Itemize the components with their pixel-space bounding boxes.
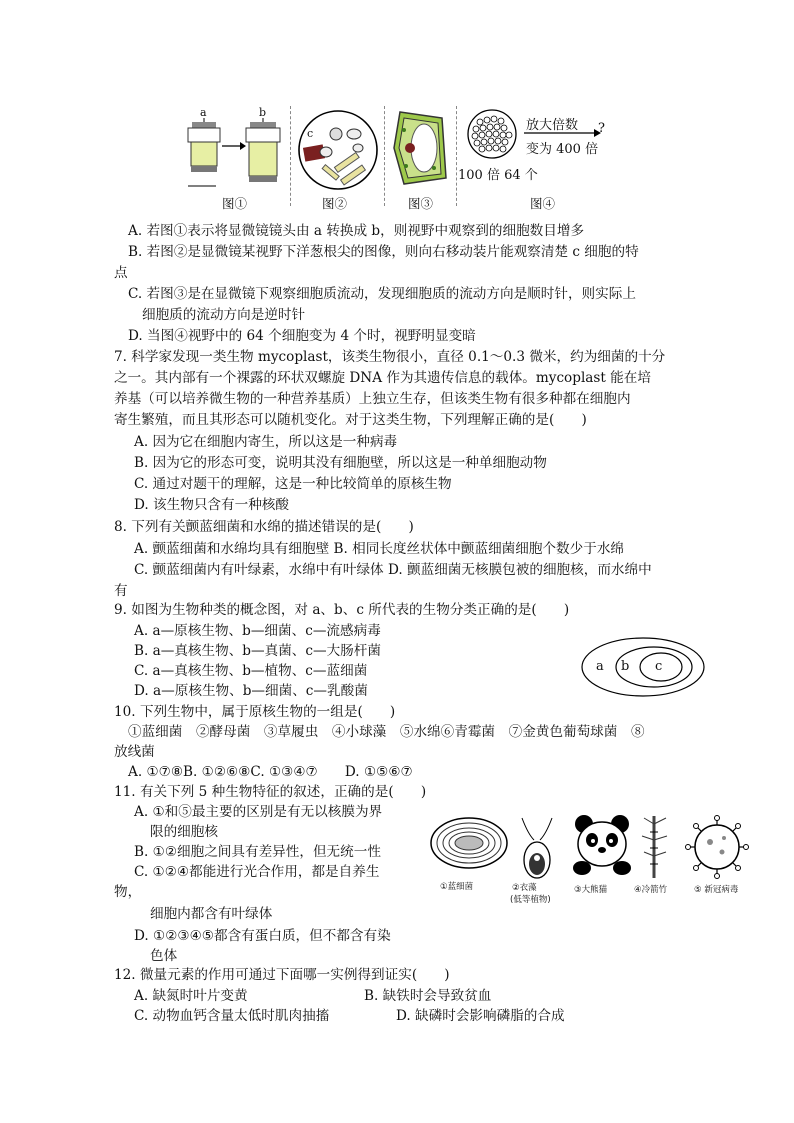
organism-list: ①蓝细菌 ②酵母菌 ③草履虫 ④小球藻 ⑤水绵⑥青霉菌 ⑦金黄色葡萄球菌 ⑧ xyxy=(128,724,645,740)
figure-3-caption: 图③ xyxy=(408,196,434,211)
diagram-label-c: c xyxy=(655,659,663,674)
question-stem: 7. 科学家发现一类生物 mycoplast，该类生物很小，直径 0.1～0.3 微米，约为细菌的十分 xyxy=(114,349,666,365)
options-c-d: C. 颤蓝细菌内有叶绿素，水绵中有叶绿体 D. 颤蓝细菌无核膜包被的细胞核，而水绵中 xyxy=(134,562,652,578)
lens-a-label: a xyxy=(200,106,207,119)
divider xyxy=(290,106,291,206)
coronavirus-illustration xyxy=(684,814,750,880)
figure-1-caption: 图① xyxy=(222,196,248,211)
arrow-bottom-text: 变为 400 倍 xyxy=(526,142,599,157)
cell-c-label: c xyxy=(307,127,314,140)
option-a: A. a—原核生物、b—细菌、c—流感病毒 xyxy=(134,623,381,639)
divider xyxy=(384,106,385,206)
label-bamboo: ④冷箭竹 xyxy=(634,885,668,895)
label-cyanobacteria: ①蓝细菌 xyxy=(440,882,474,892)
option-c-cont: 细胞质的流动方向是逆时针 xyxy=(142,307,306,323)
option-b-cont: 点 xyxy=(114,265,128,281)
cyanobacteria-illustration xyxy=(428,812,510,874)
option-a: A. ①和⑤最主要的区别是有无以核膜为界 xyxy=(134,804,383,820)
question-stem: 9. 如图为生物种类的概念图，对 a、b、c 所代表的生物分类正确的是( ) xyxy=(114,602,570,618)
option-b: B. ①②细胞之间具有差异性，但无统一性 xyxy=(134,844,381,860)
options-a-b: A. 颤蓝细菌和水绵均具有细胞壁 B. 相同长度丝状体中颤蓝细菌细胞个数少于水绵 xyxy=(134,541,625,557)
figure-3-plant-cell xyxy=(390,108,450,188)
option-d: D. a—原核生物、b—细菌、c—乳酸菌 xyxy=(134,683,368,699)
giant-panda-illustration xyxy=(570,812,634,876)
option-b: B. a—真核生物、b—真菌、c—大肠杆菌 xyxy=(134,643,381,659)
question-mark: ? xyxy=(598,121,605,136)
option-a: A. 若图①表示将显微镜镜头由 a 转换成 b，则视野中观察到的细胞数目增多 xyxy=(128,223,585,239)
option-d: D. 当图④视野中的 64 个细胞变为 4 个时，视野明显变暗 xyxy=(128,328,476,344)
diagram-label-b: b xyxy=(621,659,630,674)
arrow-top-text: 放大倍数 xyxy=(526,118,579,133)
lens-b-label: b xyxy=(259,106,267,119)
option-c: C. 若图③是在显微镜下观察细胞质流动，发现细胞质的流动方向是顺时针，则实际上 xyxy=(128,286,636,302)
label-panda: ③大熊猫 xyxy=(574,885,608,895)
question-stem: 养基（可以培养微生物的一种营养基质）上独立生存，但该类生物有很多种都在细胞内 xyxy=(114,391,631,407)
option-d: D. 缺磷时会影响磷脂的合成 xyxy=(396,1008,565,1024)
option-c: C. ①②④都能进行光合作用，都是自养生 xyxy=(134,864,380,880)
option-b: B. 若图②是显微镜某视野下洋葱根尖的图像，则向右移动装片能观察清楚 c 细胞的特 xyxy=(128,244,639,260)
options-c-d-cont: 有 xyxy=(114,583,128,599)
label-chlamydomonas: ②衣藻 xyxy=(512,883,537,893)
divider xyxy=(456,106,457,206)
option-d: D. ①②③④⑤都含有蛋白质，但不都含有染 xyxy=(134,928,391,944)
bamboo-illustration xyxy=(640,812,670,882)
cell-count-note: 100 倍 64 个 xyxy=(458,168,538,183)
question-stem: 之一。其内部有一个裸露的环状双螺旋 DNA 作为其遗传信息的载体。mycoplast 能在培 xyxy=(114,370,651,386)
diagram-label-a: a xyxy=(596,659,604,674)
label-coronavirus: ⑤ 新冠病毒 xyxy=(694,885,739,895)
question-stem: 11. 有关下列 5 种生物特征的叙述，正确的是( ) xyxy=(114,784,427,800)
question-stem: 10. 下列生物中，属于原核生物的一组是( ) xyxy=(114,704,396,720)
option-a: A. 缺氮时叶片变黄 xyxy=(134,988,248,1004)
figure-2-root-tip-cells xyxy=(296,108,380,192)
option-a: A. 因为它在细胞内寄生，所以这是一种病毒 xyxy=(134,434,398,450)
option-b: B. 因为它的形态可变，说明其没有细胞壁，所以这是一种单细胞动物 xyxy=(134,455,547,471)
option-d-cont: 色体 xyxy=(150,948,178,964)
option-c: C. a—真核生物、b—植物、c—蓝细菌 xyxy=(134,663,368,679)
option-c: C. 通过对题干的理解，这是一种比较简单的原核生物 xyxy=(134,476,452,492)
label-chlamydomonas-note: (低等植物) xyxy=(510,895,551,905)
figure-1-microscope-lenses xyxy=(180,100,290,195)
figure-2-caption: 图② xyxy=(322,196,348,211)
options: A. ①⑦⑧B. ①②⑥⑧C. ①③④⑦ D. ①⑤⑥⑦ xyxy=(128,764,413,780)
arrow-right-icon xyxy=(522,128,602,138)
chlamydomonas-illustration xyxy=(512,814,562,880)
question-stem: 12. 微量元素的作用可通过下面哪一实例得到证实( ) xyxy=(114,967,450,983)
figure-4-caption: 图④ xyxy=(530,196,556,211)
option-c: C. 动物血钙含量太低时肌肉抽搐 xyxy=(134,1008,330,1024)
figure-4-cell-field xyxy=(466,108,520,162)
option-d: D. 该生物只含有一种核酸 xyxy=(134,497,289,513)
option-b: B. 缺铁时会导致贫血 xyxy=(364,988,492,1004)
option-c-cont: 细胞内都含有叶绿体 xyxy=(150,906,273,922)
organism-list-cont: 放线菌 xyxy=(114,744,155,760)
question-stem: 寄生繁殖，而且其形态可以随机变化。对于这类生物，下列理解正确的是( ) xyxy=(114,412,587,428)
question-stem: 8. 下列有关颤蓝细菌和水绵的描述错误的是( ) xyxy=(114,519,414,535)
option-a-cont: 限的细胞核 xyxy=(150,824,218,840)
option-c-cont: 物， xyxy=(114,884,142,900)
